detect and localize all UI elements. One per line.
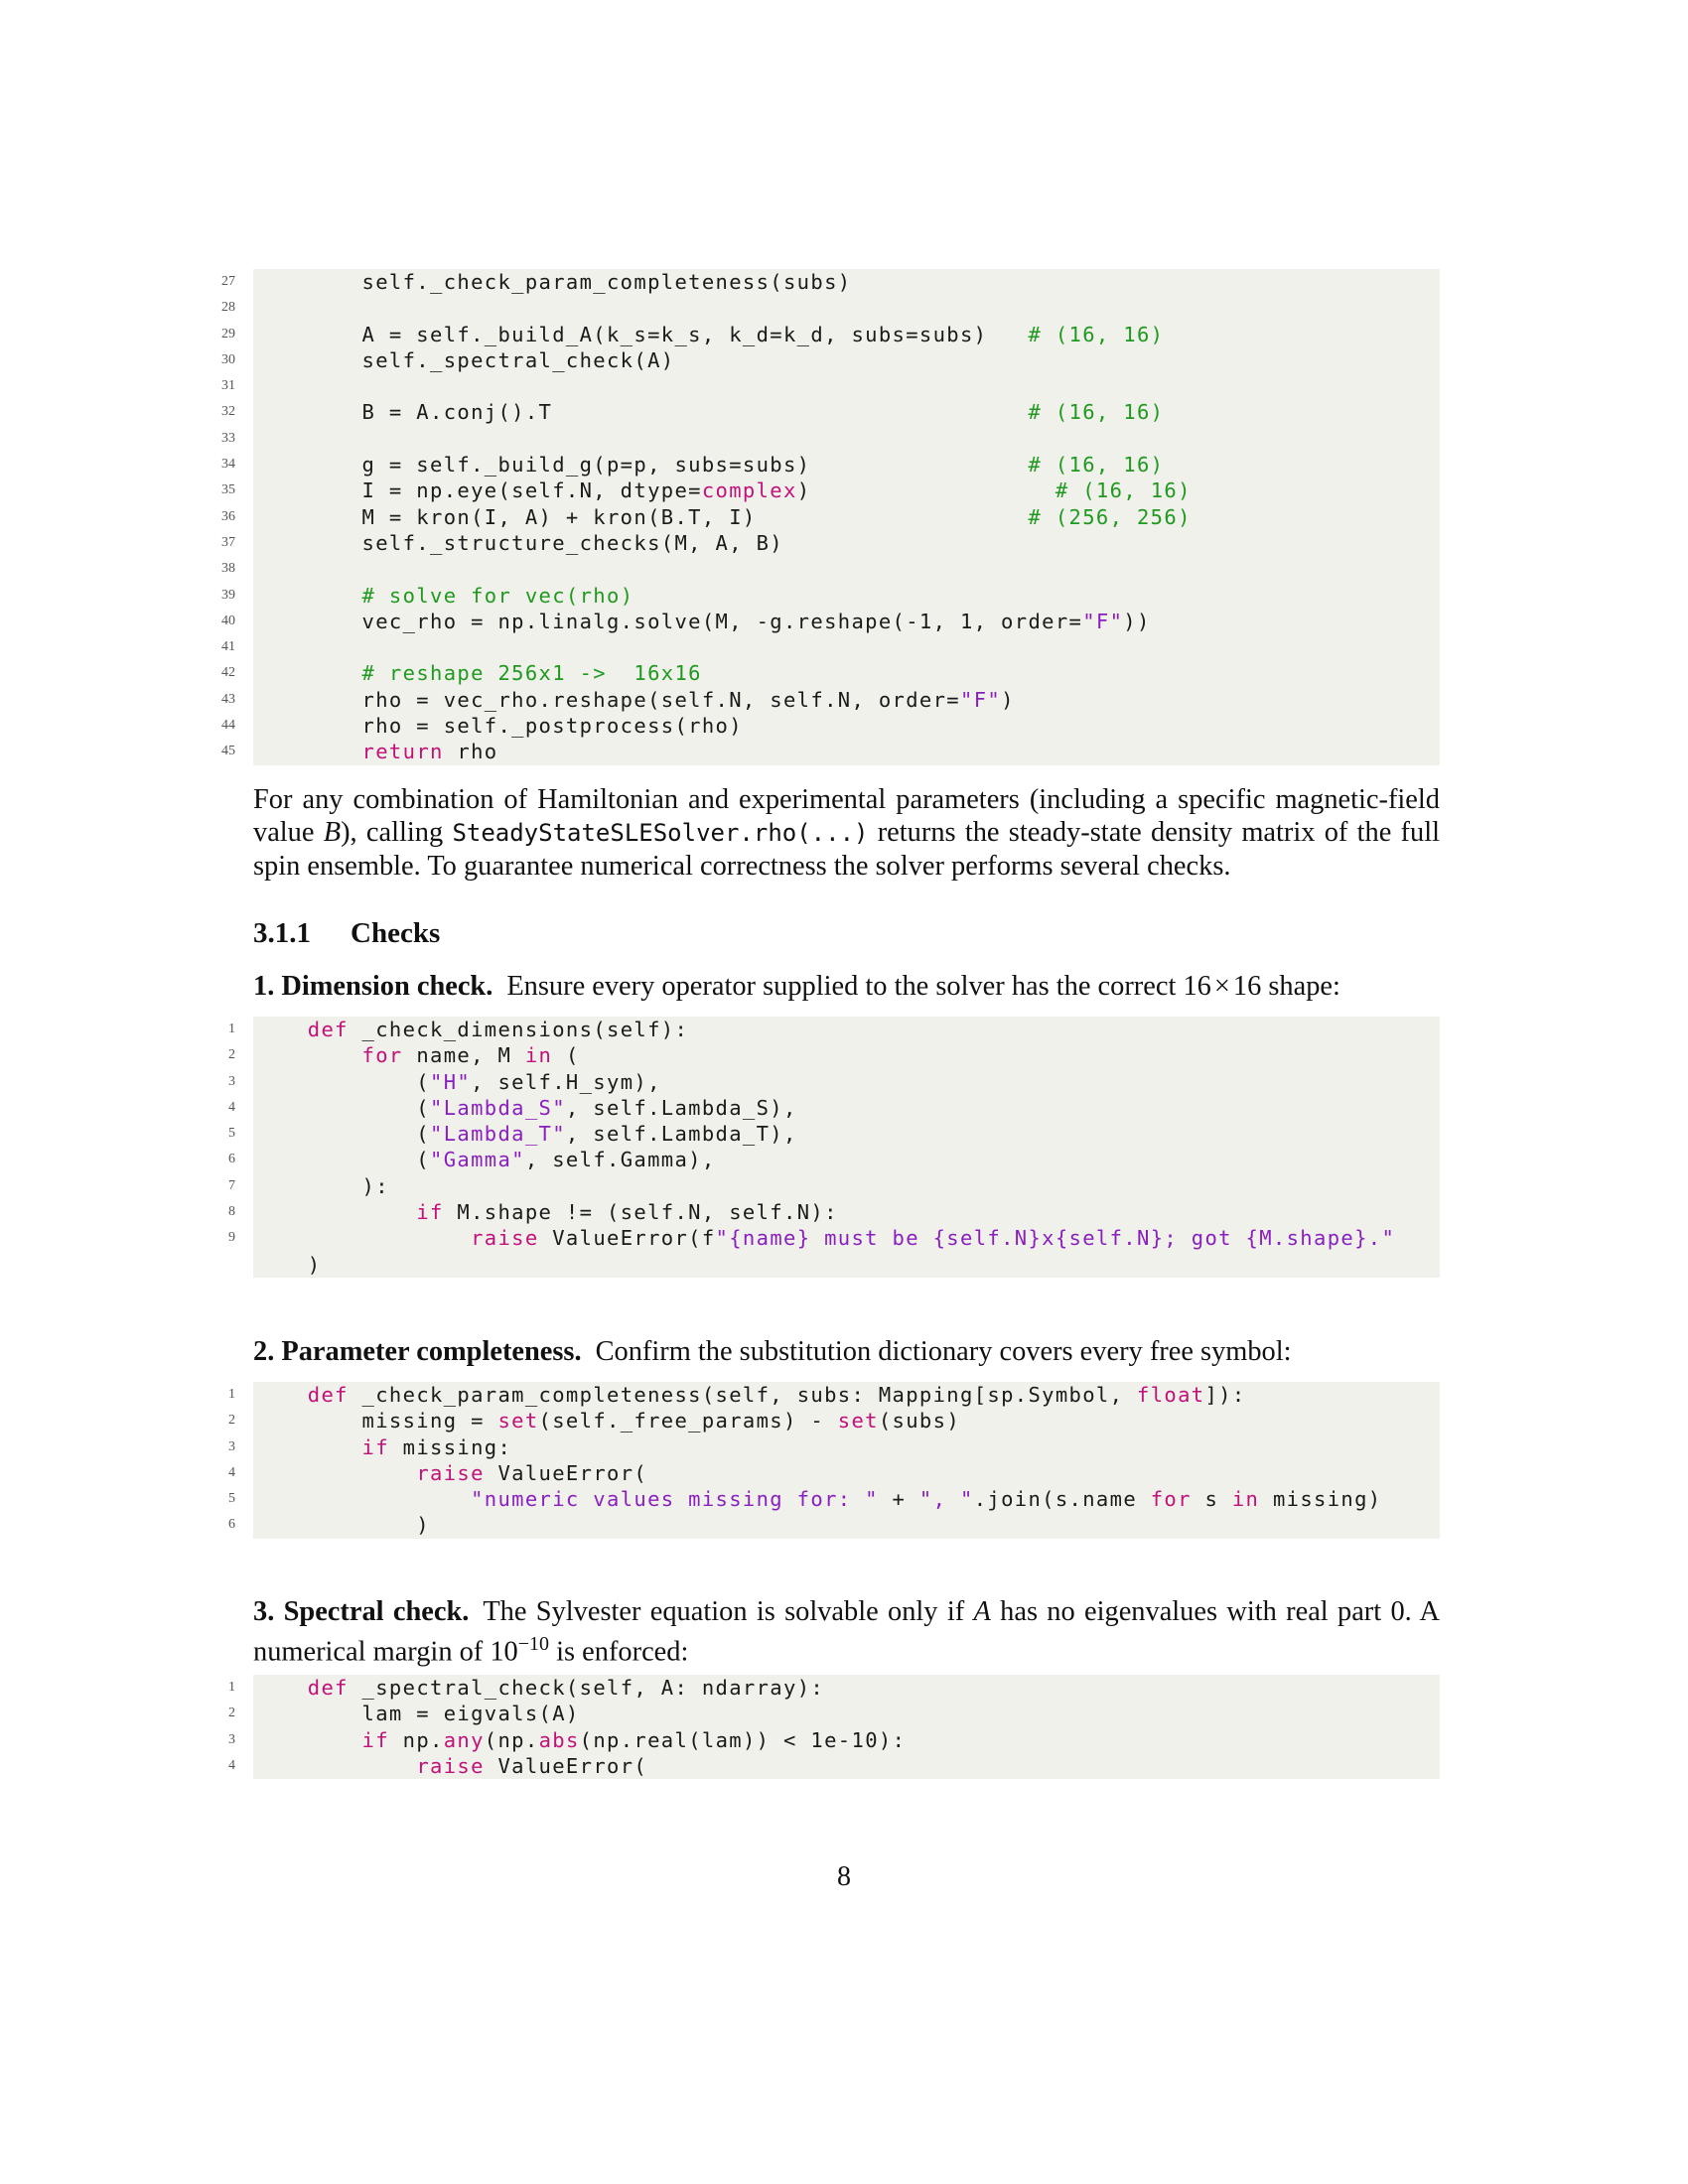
code-text: for name, M in (: [361, 1043, 580, 1068]
code-text: M = kron(I, A) + kron(B.T, I) # (256, 256): [253, 504, 1192, 529]
line-number: 3: [228, 1438, 235, 1454]
code-line: [228, 1095, 1440, 1121]
code-block-check-param-completeness: [228, 1382, 1440, 1539]
line-number: 4: [228, 1464, 235, 1480]
code-line: [228, 1486, 1440, 1512]
code-text: def _check_dimensions(self):: [307, 1018, 689, 1041]
code-text: # solve for vec(rho): [361, 583, 634, 608]
variable-a: A: [973, 1596, 991, 1627]
line-number: 39: [221, 587, 235, 603]
code-line: [228, 1727, 1440, 1753]
section-heading: [253, 917, 440, 950]
line-number: 43: [221, 691, 235, 707]
line-number: 38: [221, 561, 235, 577]
line-number: 44: [221, 718, 235, 734]
code-line: [228, 1382, 1440, 1408]
code-block-check-dimensions: [228, 1017, 1440, 1278]
variable-b: B: [323, 817, 342, 848]
check1-paragraph: 1. Dimension check. Ensure every operator supplied to the solver has the correct 16 × 16 shape:: [253, 971, 1340, 1002]
code-line: [221, 713, 1440, 739]
code-line: [228, 1069, 1440, 1095]
code-text: # reshape 256x1 -> 16x16: [361, 661, 702, 686]
code-text: ("H", self.H_sym),: [253, 1069, 661, 1094]
code-text: ): [253, 1513, 430, 1538]
section-title: Checks: [351, 917, 441, 949]
code-line: [228, 1434, 1440, 1460]
code-line: [228, 1017, 1440, 1042]
line-number: 36: [221, 508, 235, 524]
code-line: [221, 373, 1440, 399]
line-number: 45: [221, 744, 235, 759]
code-line: [221, 739, 1440, 764]
code-text: raise ValueError(: [416, 1460, 648, 1485]
code-text: ):: [253, 1173, 389, 1198]
line-number: 6: [228, 1517, 235, 1533]
code-text: self._structure_checks(M, A, B): [253, 530, 783, 555]
line-number: 1: [228, 1387, 235, 1402]
line-number: 1: [228, 1680, 235, 1695]
line-number: 3: [228, 1731, 235, 1747]
line-number: 40: [221, 613, 235, 628]
code-line: [228, 1753, 1440, 1779]
code-text: raise ValueError(: [416, 1753, 648, 1778]
code-text: self._spectral_check(A): [253, 347, 675, 372]
code-text: I = np.eye(self.N, dtype=complex) # (16, 16): [253, 478, 1192, 503]
code-text: raise ValueError(f"{name} must be {self.N}x{self.N}; got {M.shape}.": [471, 1226, 1396, 1251]
code-line: [228, 1408, 1440, 1433]
line-number: 4: [228, 1099, 235, 1115]
code-text: missing = set(self._free_params) - set(subs): [253, 1409, 961, 1433]
line-number: 5: [228, 1126, 235, 1142]
code-line: [228, 1173, 1440, 1199]
code-line: [221, 426, 1440, 452]
code-line: [228, 1512, 1440, 1538]
code-text: def _spectral_check(self, A: ndarray):: [307, 1676, 825, 1700]
code-line: [221, 660, 1440, 686]
line-number: 4: [228, 1757, 235, 1773]
code-line: [228, 1199, 1440, 1225]
line-number: 2: [228, 1047, 235, 1063]
code-line: [228, 1147, 1440, 1172]
code-line: [221, 609, 1440, 634]
code-text: "numeric values missing for: " + ", ".join(s.name for s in missing): [471, 1487, 1382, 1512]
code-text: vec_rho = np.linalg.solve(M, -g.reshape(-1, 1, order="F")): [253, 609, 1151, 633]
code-line: [228, 1675, 1440, 1701]
code-text: ("Lambda_T", self.Lambda_T),: [253, 1122, 797, 1147]
code-text: ("Lambda_S", self.Lambda_S),: [253, 1095, 797, 1120]
code-block-spectral-check: [228, 1675, 1440, 1779]
page-number: 8: [837, 1861, 851, 1892]
code-line: [228, 1121, 1440, 1147]
line-number: 7: [228, 1177, 235, 1193]
code-line: [221, 530, 1440, 556]
inline-code: SteadyStateSLESolver.rho(...): [452, 819, 869, 847]
code-text: self._check_param_completeness(subs): [253, 270, 852, 294]
code-line: [228, 1701, 1440, 1726]
line-number: 1: [228, 1022, 235, 1036]
code-line: [221, 634, 1440, 660]
code-text: if missing:: [361, 1434, 512, 1459]
line-number: 8: [228, 1204, 235, 1220]
check3-paragraph: 3. Spectral check. The Sylvester equation is solvable only if A has no eigenvalues with real part 0. A numerical margin of $10^{-10}$ is enforced:: [253, 1596, 1440, 1668]
code-line: [228, 1042, 1440, 1068]
code-line: [221, 295, 1440, 321]
line-number: 33: [221, 430, 235, 446]
line-number: 37: [221, 534, 235, 550]
code-text: rho = self._postprocess(rho): [253, 714, 743, 739]
line-number: 2: [228, 1413, 235, 1429]
check3-heading: 3. Spectral check.: [253, 1596, 470, 1627]
line-number: 28: [221, 300, 235, 316]
line-number: 29: [221, 326, 235, 341]
intro-paragraph: For any combination of Hamiltonian and experimental parameters (including a specific magnetic-field value B), calling SteadyStateSLESolver.rho(...) returns the steady-state density matrix of the full spin ensemble. To guarantee numerical correctness the solver performs several checks.: [253, 784, 1440, 882]
line-number: 6: [228, 1152, 235, 1167]
code-line: [221, 322, 1440, 347]
code-line: [228, 1225, 1440, 1251]
code-text: def _check_param_completeness(self, subs: Mapping[sp.Symbol, float]):: [307, 1383, 1246, 1407]
code-line: [221, 556, 1440, 582]
code-line: [228, 1460, 1440, 1486]
code-line: [221, 583, 1440, 609]
code-line: [221, 347, 1440, 373]
line-number: 2: [228, 1706, 235, 1721]
section-number: 3.1.1: [253, 917, 311, 949]
line-number: 5: [228, 1491, 235, 1507]
code-text: A = self._build_A(k_s=k_s, k_d=k_d, subs=subs) # (16, 16): [253, 322, 1165, 346]
line-number: 32: [221, 404, 235, 420]
line-number: 27: [221, 274, 235, 289]
code-line: [221, 452, 1440, 478]
code-text: lam = eigvals(A): [253, 1702, 580, 1726]
code-text: if M.shape != (self.N, self.N):: [416, 1200, 838, 1225]
line-number: 42: [221, 665, 235, 681]
code-line: [221, 269, 1440, 295]
code-line: [221, 478, 1440, 503]
check2-heading: 2. Parameter completeness.: [253, 1336, 582, 1367]
code-text: ): [253, 1252, 322, 1277]
code-text: ("Gamma", self.Gamma),: [253, 1148, 716, 1172]
exponent: −10: [517, 1633, 550, 1655]
code-text: g = self._build_g(p=p, subs=subs) # (16, 16): [253, 453, 1165, 478]
code-line: [221, 687, 1440, 713]
check2-paragraph: 2. Parameter completeness. Confirm the substitution dictionary covers every free symbol:: [253, 1336, 1292, 1367]
check1-heading: 1. Dimension check.: [253, 971, 493, 1002]
line-number: 9: [228, 1230, 235, 1246]
line-number: 35: [221, 482, 235, 498]
line-number: 34: [221, 457, 235, 473]
code-block-solver: [221, 269, 1440, 765]
code-text: B = A.conj().T # (16, 16): [253, 400, 1165, 425]
code-line: [221, 399, 1440, 425]
code-text: if np.any(np.abs(np.real(lam)) < 1e-10):: [361, 1727, 907, 1752]
line-number: 31: [221, 378, 235, 394]
times-symbol: ×: [1213, 971, 1230, 1002]
line-number: 41: [221, 639, 235, 655]
code-text: return rho: [361, 740, 498, 764]
code-text: rho = vec_rho.reshape(self.N, self.N, order="F"): [253, 687, 1015, 712]
code-line: [221, 504, 1440, 530]
line-number: 3: [228, 1073, 235, 1089]
line-number: 30: [221, 351, 235, 367]
code-line: [253, 1252, 1440, 1278]
